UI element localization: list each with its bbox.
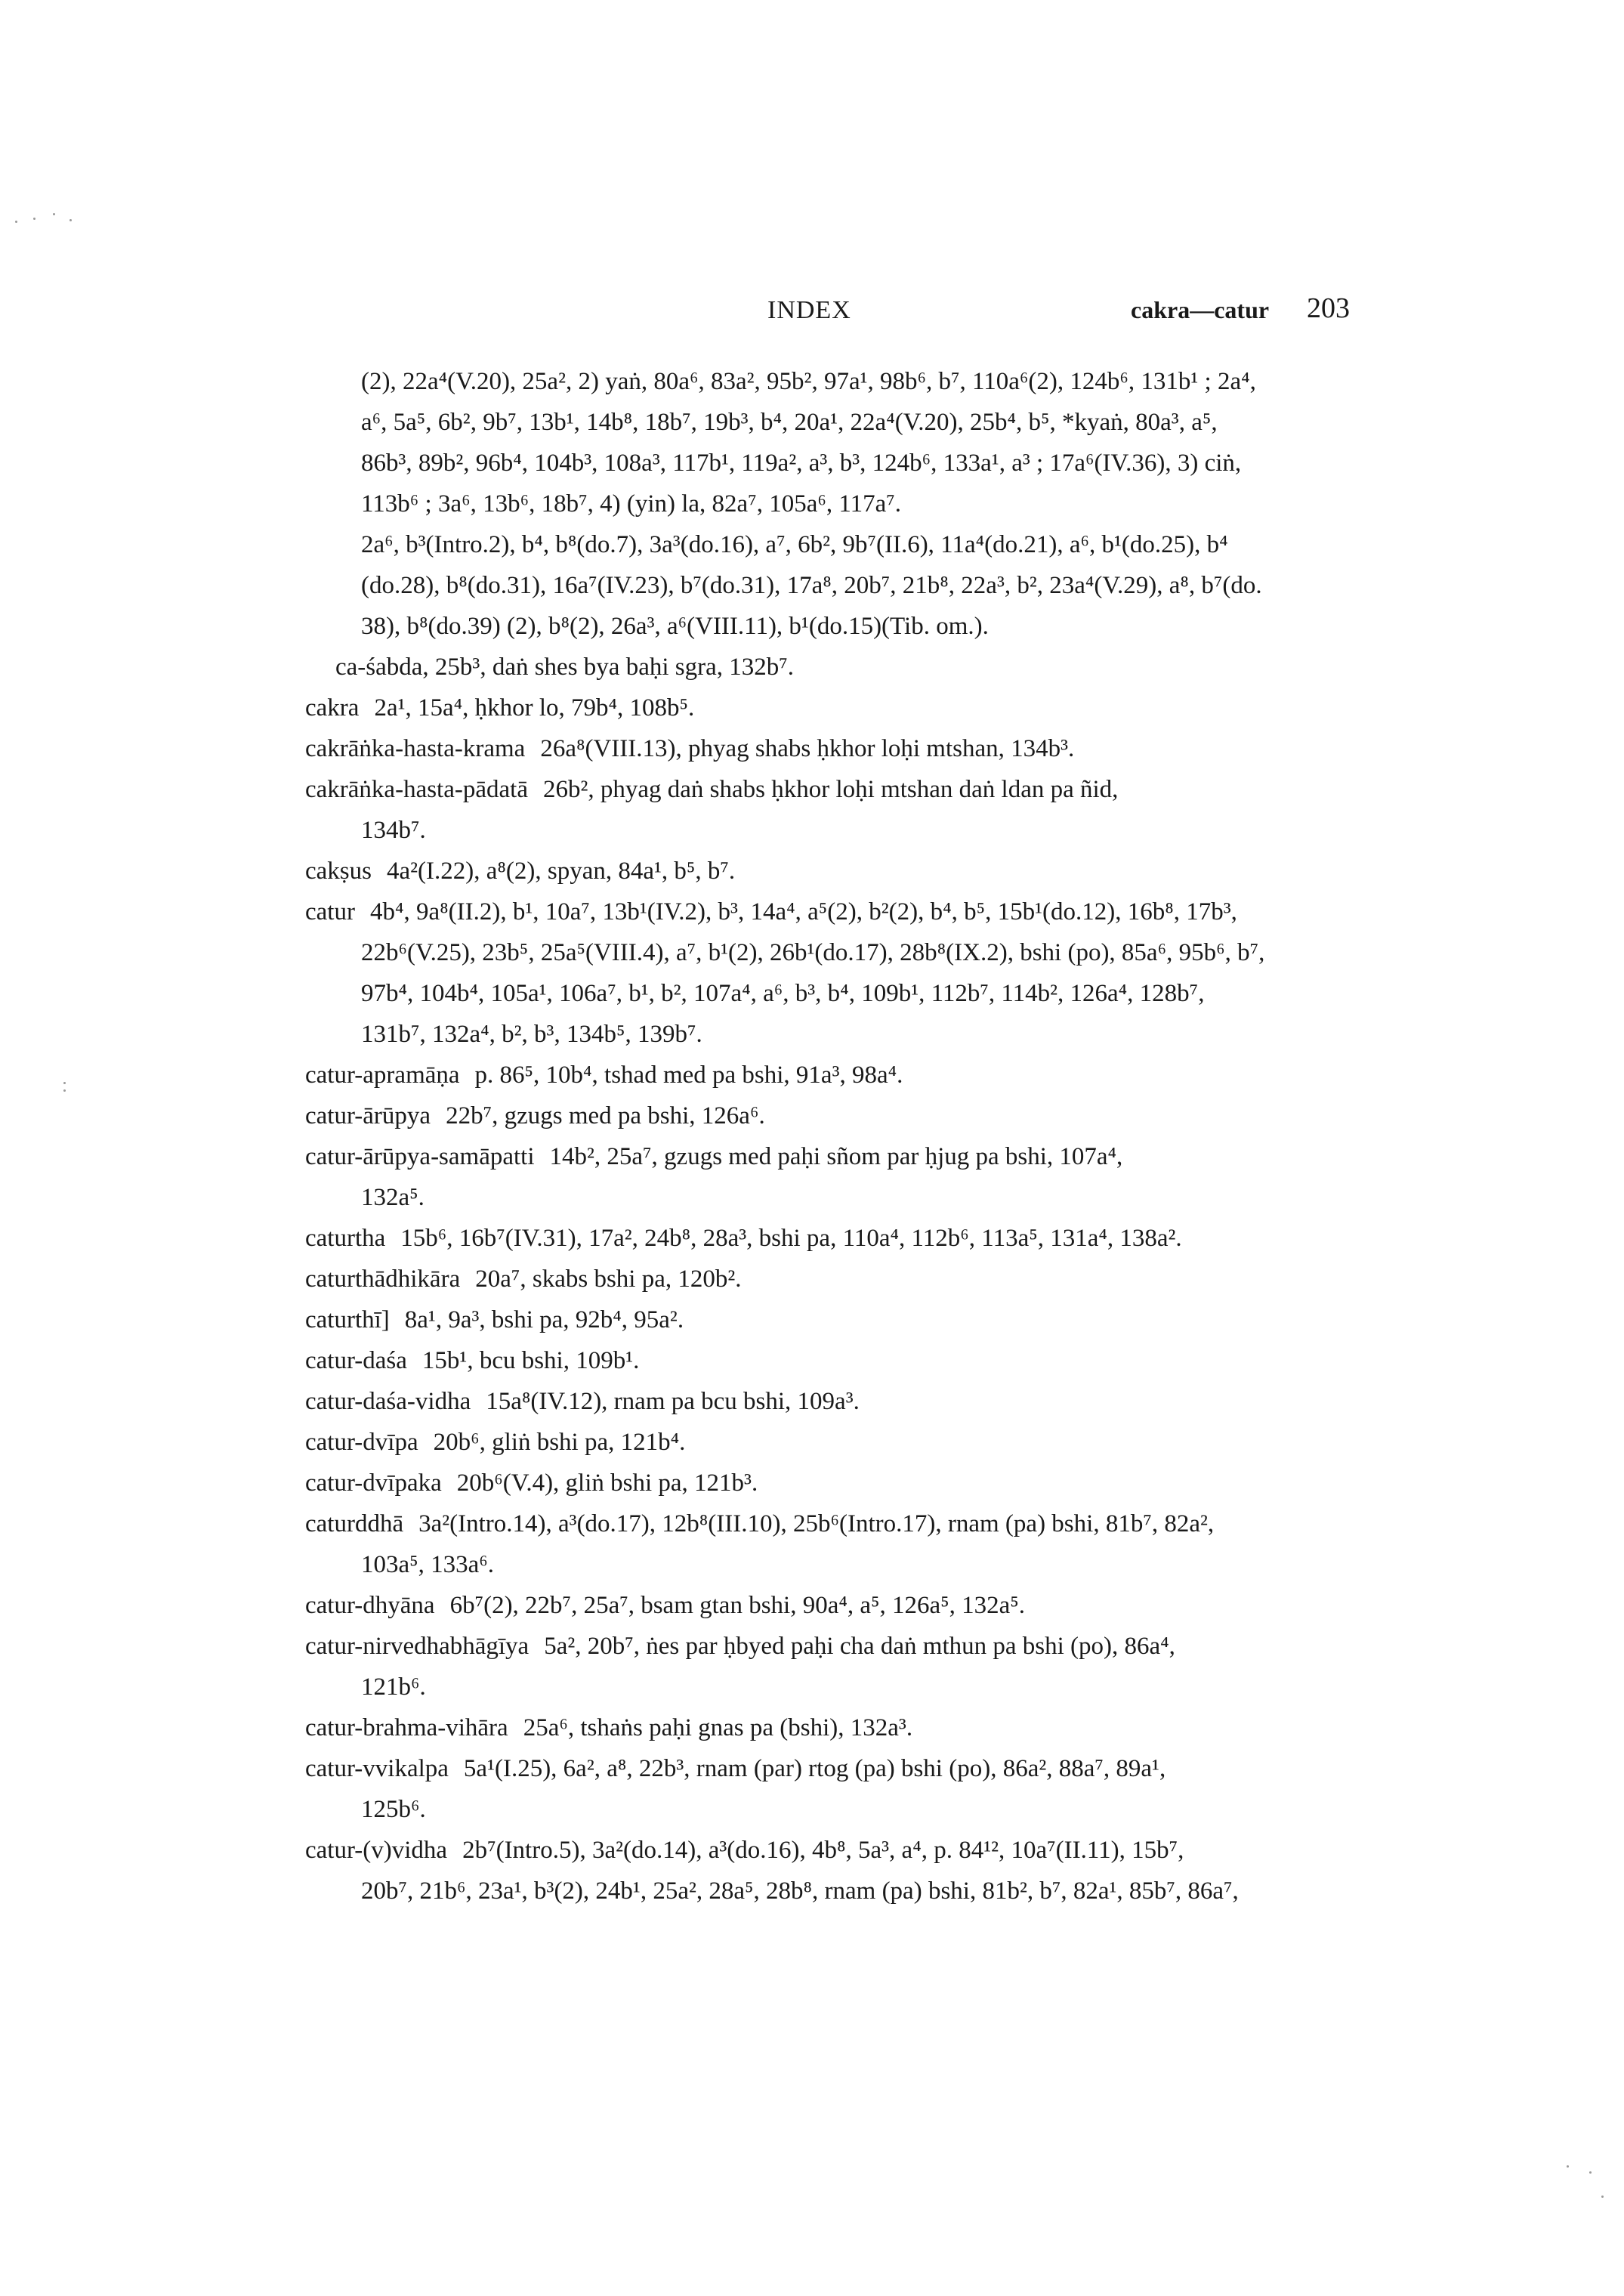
index-entry: [305, 1381, 1408, 1422]
index-entry: [305, 769, 1408, 851]
continuation-line: a⁶, 5a⁵, 6b², 9b⁷, 13b¹, 14b⁸, 18b⁷, 19b³, b⁴, 20a¹, 22a⁴(V.20), 25b⁴, b⁵, *kyaṅ, 80a³, a⁵,: [361, 409, 1218, 436]
entry-continuation: 121b⁶.: [361, 1673, 426, 1701]
continuation-subline: (do.28), b⁸(do.31), 16a⁷(IV.23), b⁷(do.31), 17a⁸, 20b⁷, 21b⁸, 22a³, b², 23a⁴(V.29), a⁸, b⁷(do.: [361, 572, 1262, 599]
continuation-line: (2), 22a⁴(V.20), 25a², 2) yaṅ, 80a⁶, 83a², 95b², 97a¹, 98b⁶, b⁷, 110a⁶(2), 124b⁶, 131b¹ ; 2a⁴,: [361, 368, 1256, 395]
index-entry: [305, 1748, 1408, 1830]
entry-headword: catur-daśa: [305, 1347, 407, 1374]
entry-line: 6b⁷(2), 22b⁷, 25a⁷, bsam gtan bshi, 90a⁴, a⁵, 126a⁵, 132a⁵.: [449, 1592, 1026, 1619]
entry-headword: catur-brahma-vihāra: [305, 1714, 508, 1741]
running-title: INDEX: [767, 296, 851, 324]
entry-line: 20b⁶(V.4), gliṅ bshi pa, 121b³.: [456, 1469, 758, 1497]
index-entry: [305, 851, 1408, 892]
page-number: 203: [1307, 292, 1350, 324]
entry-line: 26b², phyag daṅ shabs ḥkhor loḥi mtshan daṅ ldan pa ñid,: [542, 776, 1119, 803]
entry-line: 20b⁶, gliṅ bshi pa, 121b⁴.: [433, 1429, 686, 1456]
entry-line: 4a²(I.22), a⁸(2), spyan, 84a¹, b⁵, b⁷.: [386, 858, 736, 885]
entry-headword: cakra: [305, 694, 360, 722]
entry-headword: caturddhā: [305, 1510, 404, 1537]
index-entry: [305, 1136, 1408, 1218]
continuation-line: 113b⁶ ; 3a⁶, 13b⁶, 18b⁷, 4) (yin) la, 82a⁷, 105a⁶, 117a⁷.: [361, 490, 902, 518]
entry-line: 2a¹, 15a⁴, ḥkhor lo, 79b⁴, 108b⁵.: [374, 694, 695, 722]
entry-line: 5a¹(I.25), 6a², a⁸, 22b³, rnam (par) rtog (pa) bshi (po), 86a², 88a⁷, 89a¹,: [463, 1755, 1166, 1782]
entry-line: 14b², 25a⁷, gzugs med paḥi sñom par ḥjug pa bshi, 107a⁴,: [549, 1143, 1123, 1170]
index-entry: [305, 728, 1408, 769]
entry-headword: cakrāṅka-hasta-krama: [305, 735, 526, 762]
entry-line: 26a⁸(VIII.13), phyag shabs ḥkhor loḥi mtshan, 134b³.: [540, 735, 1075, 762]
scan-speck: [1601, 2196, 1604, 2198]
entry-line: 15b⁶, 16b⁷(IV.31), 17a², 24b⁸, 28a³, bshi pa, 110a⁴, 112b⁶, 113a⁵, 131a⁴, 138a².: [400, 1225, 1182, 1252]
ca-sabda-entry: ca-śabda, 25b³, daṅ shes bya baḥi sgra, 132b⁷.: [335, 654, 794, 681]
entry-line: 2b⁷(Intro.5), 3a²(do.14), a³(do.16), 4b⁸, 5a³, a⁴, p. 84¹², 10a⁷(II.11), 15b⁷,: [462, 1837, 1184, 1864]
entry-continuation: 20b⁷, 21b⁶, 23a¹, b³(2), 24b¹, 25a², 28a⁵, 28b⁸, rnam (pa) bshi, 81b², b⁷, 82a¹, 85b⁷, 86a⁷,: [361, 1877, 1239, 1905]
index-entry: [305, 1463, 1408, 1503]
entry-line: 3a²(Intro.14), a³(do.17), 12b⁸(III.10), 25b⁶(Intro.17), rnam (pa) bshi, 81b⁷, 82a²,: [418, 1510, 1215, 1537]
entry-headword: catur-ārūpya-samāpatti: [305, 1143, 535, 1170]
running-header: [0, 292, 1624, 334]
scan-speck: [33, 218, 36, 220]
index-entry: [305, 1503, 1408, 1585]
entry-headword: catur-daśa-vidha: [305, 1388, 471, 1415]
scan-speck: [63, 1082, 66, 1084]
entry-continuation: 97b⁴, 104b⁴, 105a¹, 106a⁷, b¹, b², 107a⁴, a⁶, b³, b⁴, 109b¹, 112b⁷, 114b², 126a⁴, 128b⁷,: [361, 980, 1205, 1007]
scan-speck: [63, 1089, 66, 1092]
scan-speck: [1567, 2165, 1569, 2168]
index-entry: [305, 1340, 1408, 1381]
index-entry: [305, 688, 1408, 728]
index-entry: [305, 1055, 1408, 1095]
scan-speck: [53, 213, 55, 215]
entry-line: 25a⁶, tshaṅs paḥi gnas pa (bshi), 132a³.: [523, 1714, 913, 1741]
entry-continuation: 22b⁶(V.25), 23b⁵, 25a⁵(VIII.4), a⁷, b¹(2), 26b¹(do.17), 28b⁸(IX.2), bshi (po), 85a⁶, 95b⁶, b⁷,: [361, 939, 1265, 966]
continuation-subline: 38), b⁸(do.39) (2), b⁸(2), 26a³, a⁶(VIII.11), b¹(do.15)(Tib. om.).: [361, 613, 989, 640]
entry-headword: catur-apramāṇa: [305, 1061, 460, 1089]
entry-line: p. 86⁵, 10b⁴, tshad med pa bshi, 91a³, 98a⁴.: [474, 1061, 903, 1089]
index-entry: [305, 1707, 1408, 1748]
entry-line: 22b⁷, gzugs med pa bshi, 126a⁶.: [446, 1102, 765, 1129]
entry-continuation: 134b⁷.: [361, 817, 426, 844]
index-entry: [305, 1626, 1408, 1707]
entry-headword: catur-vvikalpa: [305, 1755, 449, 1782]
index-entry: [305, 1422, 1408, 1463]
entry-headword: catur-dvīpa: [305, 1429, 418, 1456]
entry-headword: caturthādhikāra: [305, 1265, 461, 1293]
entry-headword: catur: [305, 898, 355, 926]
index-entry: [305, 1259, 1408, 1299]
entry-line: 15a⁸(IV.12), rnam pa bcu bshi, 109a³.: [486, 1388, 860, 1415]
index-entry: [305, 1830, 1408, 1911]
index-entry: [305, 1218, 1408, 1259]
index-entry: [305, 1585, 1408, 1626]
entry-headword: caturthī]: [305, 1306, 390, 1333]
entry-continuation: 131b⁷, 132a⁴, b², b³, 134b⁵, 139b⁷.: [361, 1021, 702, 1048]
entry-continuation: 103a⁵, 133a⁶.: [361, 1551, 495, 1578]
index-entry: [305, 1095, 1408, 1136]
continuation-line: 86b³, 89b², 96b⁴, 104b³, 108a³, 117b¹, 119a², a³, b³, 124b⁶, 133a¹, a³ ; 17a⁶(IV.36), 3) ciṅ,: [361, 450, 1242, 477]
entry-line: 15b¹, bcu bshi, 109b¹.: [421, 1347, 640, 1374]
entry-headword: cakrāṅka-hasta-pādatā: [305, 776, 528, 803]
continuation-subline: 2a⁶, b³(Intro.2), b⁴, b⁸(do.7), 3a³(do.16), a⁷, 6b², 9b⁷(II.6), 11a⁴(do.21), a⁶, b¹(do.25), b⁴: [361, 531, 1228, 558]
index-entry: [305, 1299, 1408, 1340]
entry-line: 5a², 20b⁷, ṅes par ḥbyed paḥi cha daṅ mthun pa bshi (po), 86a⁴,: [544, 1633, 1175, 1660]
scan-speck: [15, 221, 17, 223]
entry-headword: catur-(v)vidha: [305, 1837, 448, 1864]
scan-speck: [1589, 2171, 1592, 2174]
entry-headword: catur-dvīpaka: [305, 1469, 442, 1497]
entry-continuation: 132a⁵.: [361, 1184, 425, 1211]
entry-headword: caturtha: [305, 1225, 386, 1252]
entry-headword: catur-dhyāna: [305, 1592, 435, 1619]
entry-continuation: 125b⁶.: [361, 1796, 426, 1823]
scan-speck: [69, 219, 72, 221]
entry-headword: cakṣus: [305, 858, 372, 885]
entry-headword: catur-ārūpya: [305, 1102, 431, 1129]
entry-line: 20a⁷, skabs bshi pa, 120b².: [475, 1265, 742, 1293]
index-entry: [305, 892, 1408, 1055]
entry-line: 8a¹, 9a³, bshi pa, 92b⁴, 95a².: [404, 1306, 684, 1333]
headword-range: cakra—catur: [1131, 296, 1270, 323]
entry-line: 4b⁴, 9a⁸(II.2), b¹, 10a⁷, 13b¹(IV.2), b³, 14a⁴, a⁵(2), b²(2), b⁴, b⁵, 15b¹(do.12), 16b⁸, 17b³,: [369, 898, 1237, 926]
entry-headword: catur-nirvedhabhāgīya: [305, 1633, 529, 1660]
